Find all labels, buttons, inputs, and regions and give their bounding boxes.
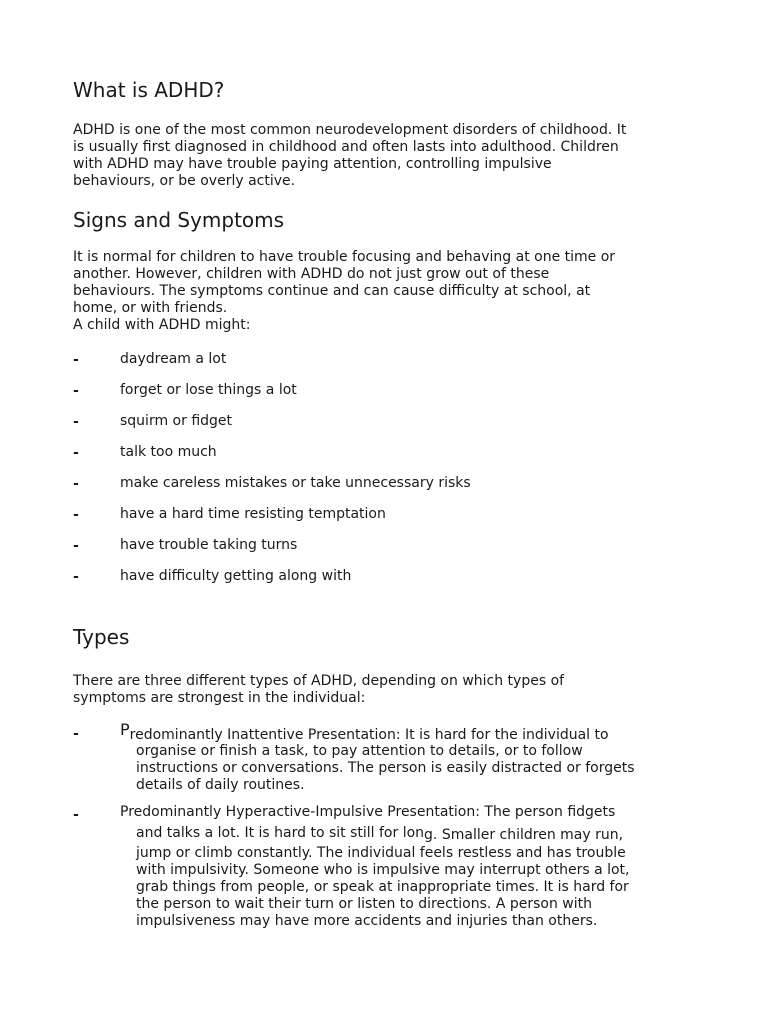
bullet-marker: - <box>73 352 79 368</box>
list-item: daydream a lot <box>120 351 227 367</box>
text-line: another. However, children with ADHD do not just grow out of these <box>73 266 550 282</box>
paragraph-signs <box>73 249 703 334</box>
text-line: behaviours. The symptoms continue and can cause difficulty at school, at <box>73 283 591 299</box>
text-line: There are three different types of ADHD, depending on which types of <box>73 673 565 689</box>
text-line: with impulsivity. Someone who is impulsive may interrupt others a lot, <box>136 862 630 878</box>
text-line: impulsiveness may have more accidents and injuries than others. <box>136 913 598 929</box>
heading-what-is-adhd: What is ADHD? <box>73 78 225 102</box>
text-line: behaviours, or be overly active. <box>73 173 296 189</box>
list-item: forget or lose things a lot <box>120 382 297 398</box>
type1-first-line <box>120 720 609 743</box>
paragraph-types <box>73 673 703 707</box>
bullet-marker: - <box>73 476 79 492</box>
text-line: ADHD is one of the most common neurodevelopment disorders of childhood. It <box>73 122 627 138</box>
type2-first-line: Predominantly Hyperactive-Impulsive Presentation: The person fidgets <box>120 804 616 820</box>
list-item: talk too much <box>120 444 217 460</box>
text-line: the person to wait their turn or listen to directions. A person with <box>136 896 592 912</box>
text-line: organise or finish a task, to pay attention to details, or to follow <box>136 743 583 759</box>
text-line: details of daily routines. <box>136 777 305 793</box>
heading-types: Types <box>73 625 130 649</box>
type1-first-rest: redominantly Inattentive Presentation: It is hard for the individual to <box>129 727 609 743</box>
list-item: have a hard time resisting temptation <box>120 506 386 522</box>
list-item: make careless mistakes or take unnecessary risks <box>120 475 471 491</box>
text-line: is usually first diagnosed in childhood and often lasts into adulthood. Children <box>73 139 619 155</box>
text-line: jump or climb constantly. The individual feels restless and has trouble <box>136 845 626 861</box>
text-line: home, or with friends. <box>73 300 228 316</box>
bullet-marker: - <box>73 414 79 430</box>
type1-first-letter: P <box>120 720 130 739</box>
bullet-marker: - <box>73 383 79 399</box>
type2-second-b: g. Smaller children may run, <box>424 827 624 843</box>
list-item: have trouble taking turns <box>120 537 298 553</box>
bullet-marker: - <box>73 445 79 461</box>
paragraph-what-is-adhd <box>73 122 703 190</box>
type2-second-a: and talks a lot. It is hard to sit still for lon <box>136 825 425 841</box>
text-line: instructions or conversations. The person is easily distracted or forgets <box>136 760 635 776</box>
bullet-marker: - <box>73 569 79 585</box>
bullet-marker: - <box>73 507 79 523</box>
bullet-marker: - <box>73 726 79 742</box>
text-line: with ADHD may have trouble paying attention, controlling impulsive <box>73 156 552 172</box>
type2-second-line <box>136 825 623 842</box>
list-item: squirm or fidget <box>120 413 233 429</box>
text-line: A child with ADHD might: <box>73 317 251 333</box>
text-line: symptoms are strongest in the individual: <box>73 690 366 706</box>
text-line: grab things from people, or speak at inappropriate times. It is hard for <box>136 879 629 895</box>
heading-signs-and-symptoms: Signs and Symptoms <box>73 208 285 232</box>
bullet-marker: - <box>73 807 79 823</box>
text-line: It is normal for children to have trouble focusing and behaving at one time or <box>73 249 616 265</box>
bullet-marker: - <box>73 538 79 554</box>
list-item: have difficulty getting along with <box>120 568 352 584</box>
